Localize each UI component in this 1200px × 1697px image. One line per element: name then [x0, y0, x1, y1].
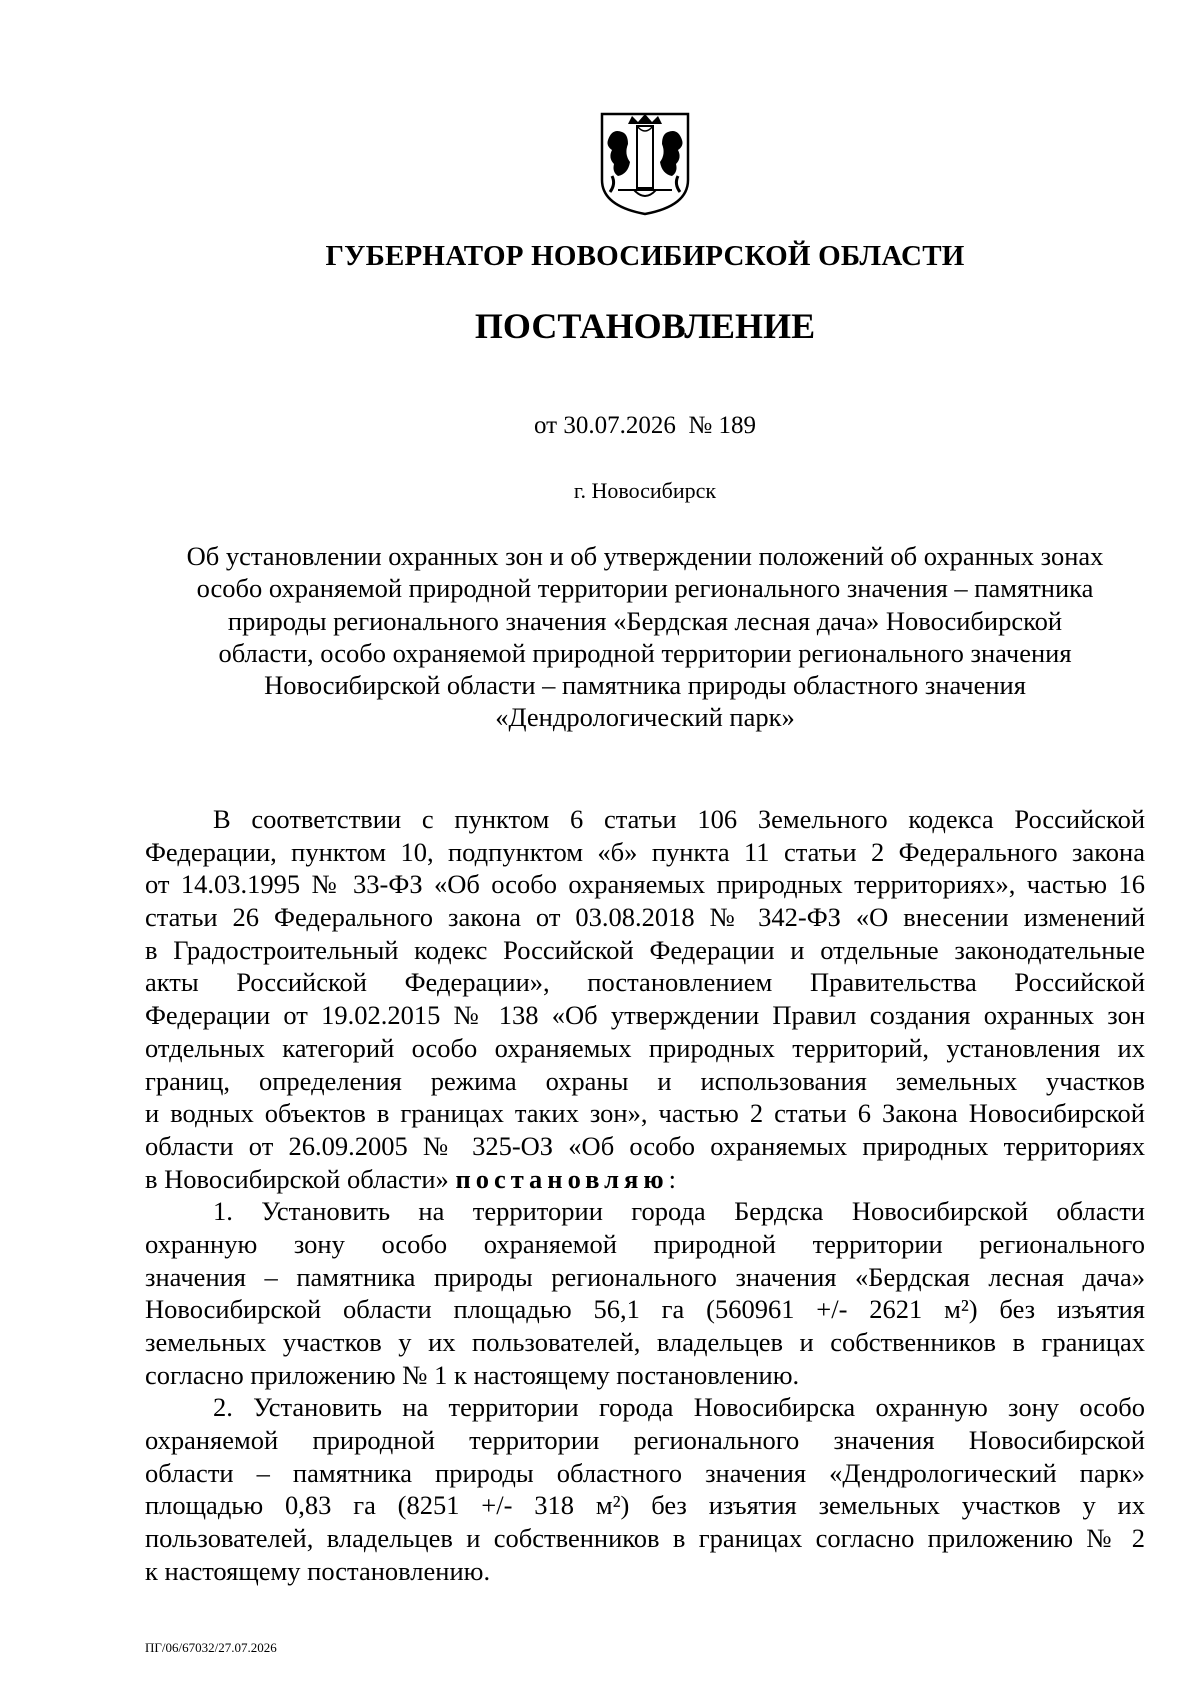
document-type: ПОСТАНОВЛЕНИЕ: [474, 306, 816, 346]
decree-colon: :: [668, 1163, 676, 1194]
title-line: области, особо охраняемой природной территории регионального значения: [218, 637, 1072, 668]
document-body: [145, 803, 1145, 1588]
date-and-number: от 30.07.2026 № 189: [534, 412, 756, 439]
text-line: охранную зону особо охраняемой природной территории регионального: [145, 1228, 1145, 1259]
title-line: «Дендрологический парк»: [495, 702, 795, 733]
issuing-authority: ГУБЕРНАТОР НОВОСИБИРСКОЙ ОБЛАСТИ: [325, 240, 965, 272]
text-line: области от 26.09.2005 № 325-ОЗ «Об особо охраняемых природных территориях: [145, 1130, 1145, 1161]
text-line: статьи 26 Федерального закона от 03.08.2018 № 342-ФЗ «О внесении изменений: [145, 902, 1145, 933]
text-line: площадью 0,83 га (8251 +/- 318 м²) без изъятия земельных участков у их: [145, 1490, 1145, 1521]
text-line: Федерации от 19.02.2015 № 138 «Об утверждении Правил создания охранных зон: [145, 1000, 1145, 1031]
title-line: особо охраняемой природной территории регионального значения – памятника: [196, 573, 1094, 604]
text-line: к настоящему постановлению.: [145, 1555, 491, 1586]
text-line: от 14.03.1995 № 33-ФЗ «Об особо охраняемых природных территориях», частью 16: [145, 869, 1145, 900]
text-line: пользователей, владельцев и собственников в границах согласно приложению № 2: [145, 1523, 1145, 1554]
text-line: и водных объектов в границах таких зон», частью 2 статьи 6 Закона Новосибирской: [145, 1098, 1145, 1129]
document-code: ПГ/06/67032/27.07.2026: [145, 1640, 277, 1655]
text-line: В соответствии с пунктом 6 статьи 106 Земельного кодекса Российской: [213, 804, 1145, 834]
coat-of-arms-icon: [598, 110, 692, 216]
decree-word: постановляю: [455, 1163, 669, 1194]
text-line: согласно приложению № 1 к настоящему постановлению.: [145, 1359, 800, 1390]
text-line: границ, определения режима охраны и использования земельных участков: [145, 1065, 1145, 1096]
title-line: природы регионального значения «Бердская лесная дача» Новосибирской: [227, 605, 1063, 636]
title-line: Об установлении охранных зон и об утверждении положений об охранных зонах: [186, 541, 1104, 571]
text-line: отдельных категорий особо охраняемых природных территорий, установления их: [145, 1032, 1145, 1063]
text-line: [145, 1163, 1145, 1196]
text-line: значения – памятника природы регионального значения «Бердская лесная дача»: [145, 1261, 1145, 1292]
text-line: в Градостроительный кодекс Российской Федерации и отдельные законодательные: [145, 934, 1145, 965]
text-line: 2. Установить на территории города Новосибирска охранную зону особо: [213, 1392, 1145, 1423]
text-line: области – памятника природы областного значения «Дендрологический парк»: [145, 1457, 1145, 1488]
title-line: Новосибирской области – памятника природы областного значения: [264, 670, 1026, 701]
city: г. Новосибирск: [573, 478, 717, 503]
text-line: земельных участков у их пользователей, владельцев и собственников в границах: [145, 1327, 1145, 1357]
text-line: Федерации, пунктом 10, подпунктом «б» пункта 11 статьи 2 Федерального закона: [145, 836, 1145, 867]
item-2-paragraph: [145, 1391, 1145, 1587]
text-line: акты Российской Федерации», постановлением Правительства Российской: [145, 967, 1145, 998]
document-title: [160, 540, 1130, 734]
preamble-paragraph: [145, 803, 1145, 1195]
text-line: 1. Установить на территории города Бердска Новосибирской области: [213, 1196, 1145, 1227]
item-1-paragraph: [145, 1195, 1145, 1391]
text-line: Новосибирской области площадью 56,1 га (560961 +/- 2621 м²) без изъятия: [145, 1294, 1145, 1325]
preamble-closing-text: в Новосибирской области»: [145, 1163, 456, 1194]
text-line: охраняемой природной территории регионального значения Новосибирской: [145, 1425, 1145, 1456]
